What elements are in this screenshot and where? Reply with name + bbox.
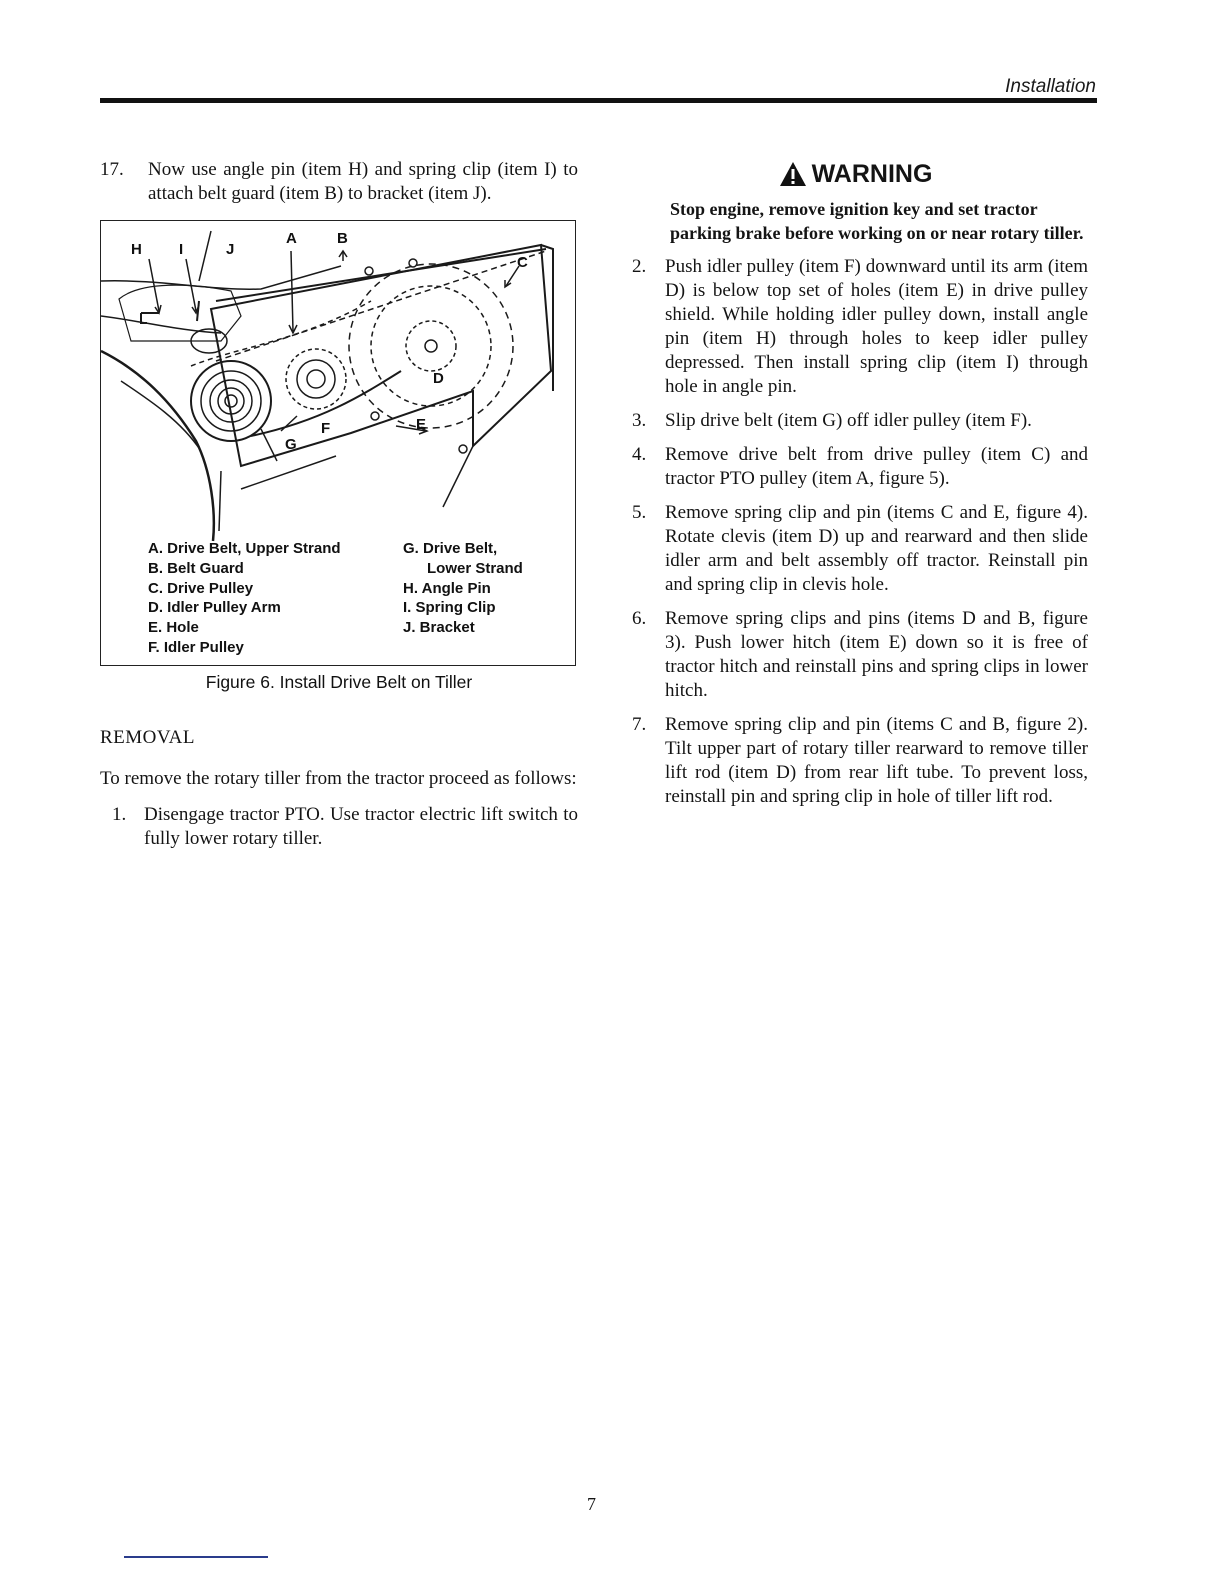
callout-E: E [416,416,427,433]
step-7 [632,713,1088,809]
step-number: 5. [632,502,647,523]
callout-I: I [179,241,184,258]
step-6 [632,607,1088,703]
callout-D: D [433,370,444,387]
step-3 [632,409,1088,433]
legend-item: C. Drive Pulley [148,579,254,597]
step-text: Remove spring clip and pin (items C and E, figure 4). Rotate clevis (item D) up and rearward and then slide idler arm and belt assembly off tractor. Reinstall pin and spring clip in clevis hole. [665,502,1088,595]
left-column [100,158,578,861]
legend-item: G. Drive Belt, [403,540,498,557]
warning-header [622,158,1088,190]
step-1 [112,803,578,851]
legend-item: B. Belt Guard [148,559,244,577]
step-4 [632,443,1088,491]
step-number: 7. [632,714,647,735]
step-number: 3. [632,410,647,431]
warning-title: WARNING [811,159,933,188]
step-number: 17. [100,159,124,180]
callout-F: F [321,420,331,437]
legend-item: D. Idler Pulley Arm [148,599,281,617]
callout-B: B [337,230,348,247]
step-number: 4. [632,444,647,465]
step-number: 1. [112,804,127,825]
step-text: Slip drive belt (item G) off idler pulley (item F). [665,410,1032,431]
step-text: Disengage tractor PTO. Use tractor electric lift switch to fully lower rotary tiller. [144,804,578,849]
callout-J: J [226,241,235,258]
step-17 [100,158,578,206]
step-text: Remove spring clip and pin (items C and B, figure 2). Tilt upper part of rotary tiller rearward to remove tiller lift rod (item D) from rear lift tube. To prevent loss, reinstall pin and spring clip in hole of tiller lift rod. [665,714,1088,807]
step-text: Push idler pulley (item F) downward until its arm (item D) is below top set of holes (item E) in drive pulley shield. While holding idler pulley down, install angle pin (item H) through holes to keep idler pulley depressed. Then install spring clip (item I) through hole in angle pin. [665,256,1088,397]
legend-item: J. Bracket [403,619,475,637]
legend-item: Lower Strand [427,559,523,577]
right-column [632,158,1088,819]
step-number: 6. [632,608,647,629]
warning-triangle-icon [778,160,808,188]
legend-item: I. Spring Clip [403,599,496,617]
step-5 [632,501,1088,597]
step-text: Remove spring clips and pins (items D and B, figure 3). Push lower hitch (item E) down so it is free of tractor hitch and reinstall pins and spring clips in lower hitch. [665,608,1088,701]
callout-A: A [286,230,297,247]
step-text: Now use angle pin (item H) and spring clip (item I) to attach belt guard (item B) to bracket (item J). [148,159,578,204]
step-2 [632,255,1088,399]
legend-item: E. Hole [148,619,199,637]
warning-text: Stop engine, remove ignition key and set tractor parking brake before working on or near rotary tiller. [670,199,1084,243]
page-number: 7 [587,1494,596,1514]
footer-rule [124,1556,268,1558]
legend-column-left [148,539,398,658]
callout-G: G [285,436,297,453]
legend-item: F. Idler Pulley [148,638,244,656]
figure-caption: Figure 6. Install Drive Belt on Tiller [205,672,473,692]
legend-item: H. Angle Pin [403,579,491,597]
step-text: Remove drive belt from drive pulley (item C) and tractor PTO pulley (item A, figure 5). [665,444,1088,489]
figure-6 [100,220,576,666]
removal-intro: To remove the rotary tiller from the tractor proceed as follows: [100,768,577,789]
header-rule [100,98,1097,103]
legend-item: A. Drive Belt, Upper Strand [148,540,341,557]
step-number: 2. [632,256,647,277]
running-header: Installation [1005,76,1096,97]
callout-H: H [131,241,142,258]
removal-heading: REMOVAL [100,727,195,748]
legend-column-right [403,539,573,638]
callout-C: C [517,254,528,271]
